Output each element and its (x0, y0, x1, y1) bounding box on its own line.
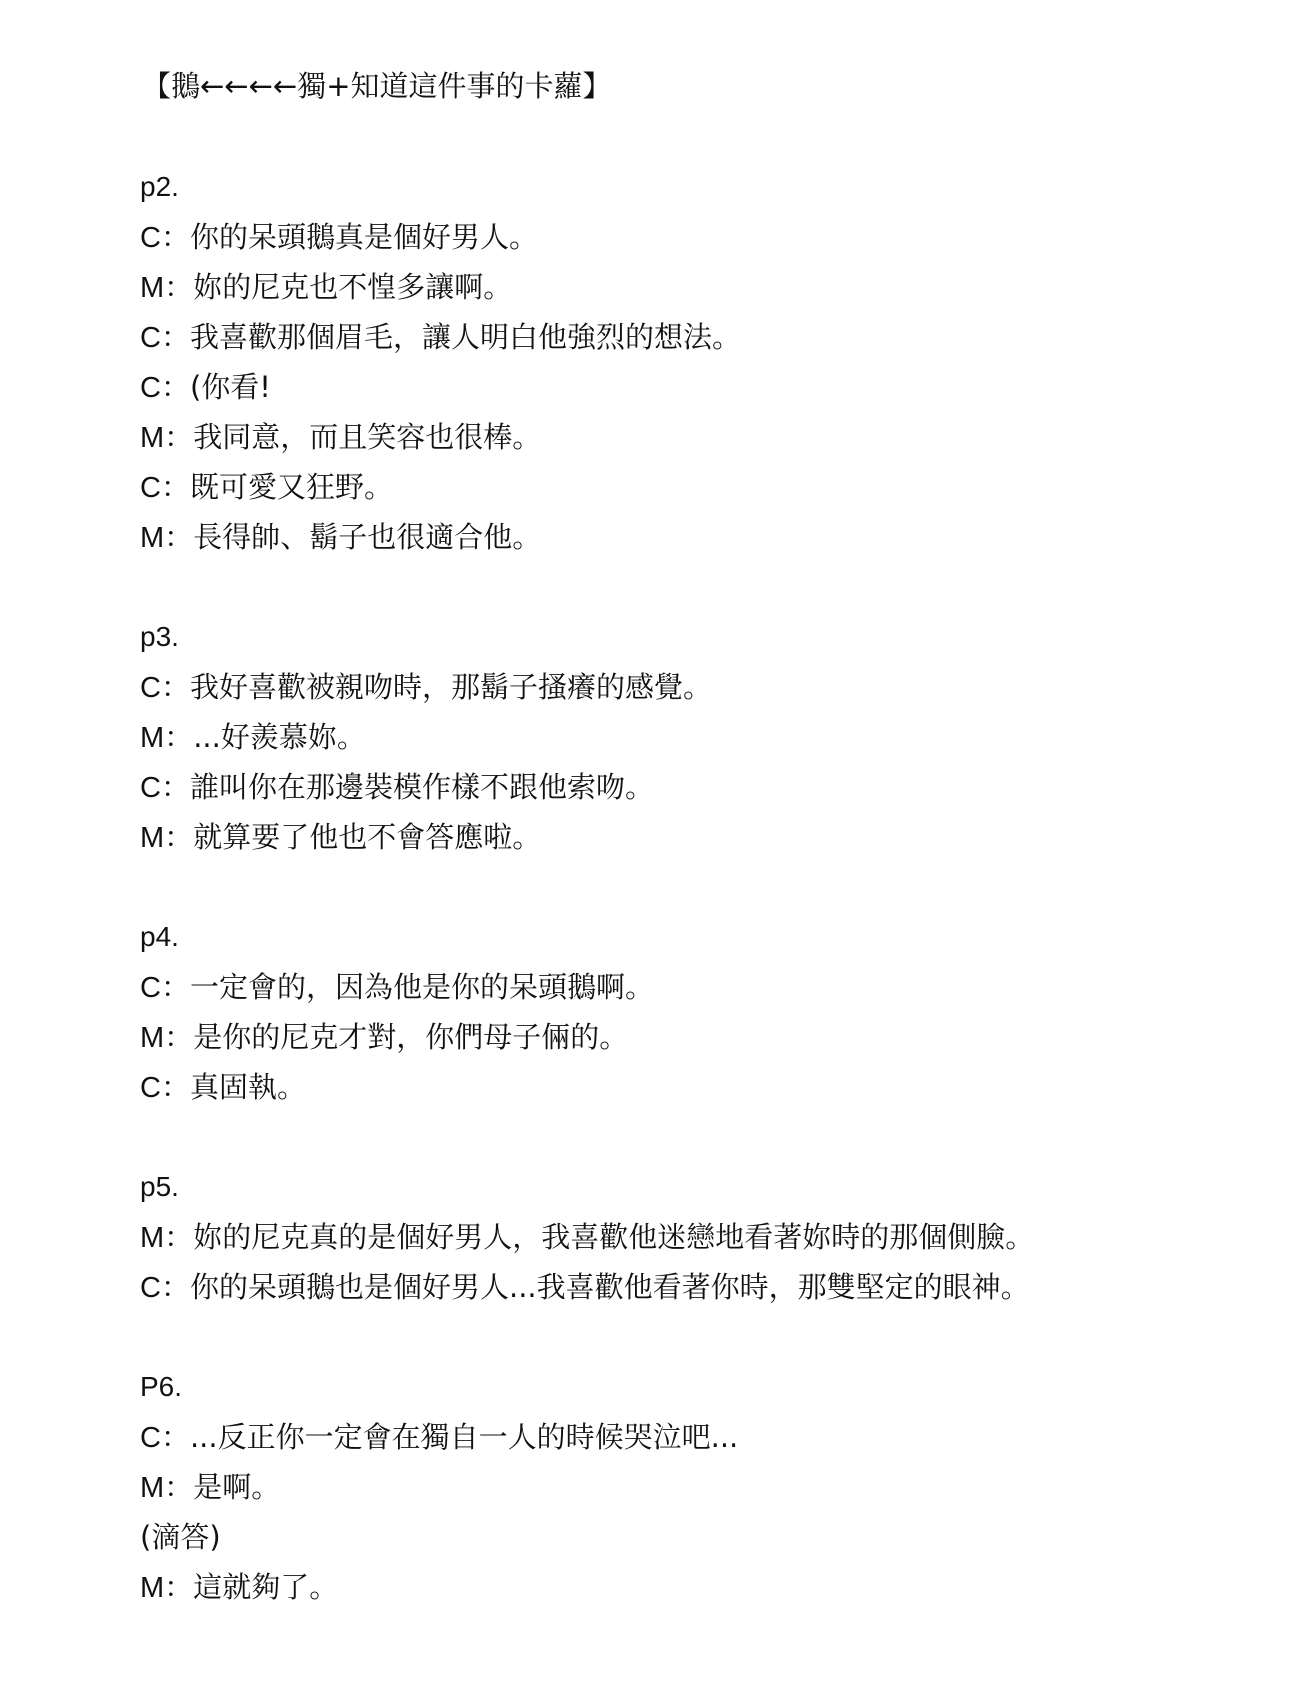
separator: ： (160, 320, 190, 354)
separator: ： (160, 1270, 190, 1304)
section-p3 (140, 612, 1280, 862)
section-p5 (140, 1162, 1280, 1312)
dialogue-line (140, 212, 1280, 262)
separator: ： (160, 220, 190, 254)
line-text: ...反正你一定會在獨自一人的時候哭泣吧... (189, 1420, 739, 1454)
section-label: p3. (140, 621, 179, 652)
dialogue-line (140, 312, 1280, 362)
dialogue-line (140, 1412, 1280, 1462)
stage-direction-line (140, 1512, 1280, 1562)
dialogue-line (140, 1562, 1280, 1612)
speaker: C (140, 1422, 161, 1454)
speaker: C (140, 322, 161, 354)
speaker: C (140, 372, 161, 404)
speaker: M (140, 522, 165, 554)
dialogue-line (140, 1012, 1280, 1062)
separator: ： (164, 820, 194, 854)
dialogue-line (140, 262, 1280, 312)
speaker: C (140, 222, 161, 254)
line-text: 既可愛又狂野。 (189, 470, 393, 504)
separator: ： (160, 470, 190, 504)
separator: ： (160, 970, 190, 1004)
separator: ： (164, 720, 194, 754)
separator: ： (164, 420, 194, 454)
speaker: C (140, 672, 161, 704)
speaker: C (140, 772, 161, 804)
dialogue-line (140, 1062, 1280, 1112)
line-text: 一定會的，因為他是你的呆頭鵝啊。 (189, 970, 654, 1004)
speaker: M (140, 1472, 165, 1504)
dialogue-line (140, 412, 1280, 462)
speaker: M (140, 422, 165, 454)
document-title: 【鵝←←←←獨+知道這件事的卡蘿】 (142, 69, 612, 103)
separator: ： (164, 1220, 194, 1254)
dialogue-line (140, 1262, 1280, 1312)
speaker: M (140, 722, 165, 754)
dialogue-line (140, 462, 1280, 512)
separator: ： (164, 1570, 194, 1604)
separator: ： (164, 1020, 194, 1054)
speaker: C (140, 1272, 161, 1304)
dialogue-line (140, 1462, 1280, 1512)
separator: ： (160, 370, 190, 404)
section-label: p4. (140, 921, 179, 952)
speaker: C (140, 972, 161, 1004)
section-p2 (140, 162, 1280, 562)
line-text: 你的呆頭鵝也是個好男人...我喜歡他看著你時，那雙堅定的眼神。 (189, 1270, 1030, 1304)
speaker: M (140, 1022, 165, 1054)
separator: ： (160, 670, 190, 704)
section-p6 (140, 1362, 1280, 1612)
dialogue-line (140, 762, 1280, 812)
line-text: 誰叫你在那邊裝模作樣不跟他索吻。 (189, 770, 654, 804)
line-text: (滴答) (140, 1520, 221, 1554)
speaker: M (140, 1222, 165, 1254)
line-text: 妳的尼克也不惶多讓啊。 (193, 270, 513, 304)
dialogue-line (140, 712, 1280, 762)
line-text: 我好喜歡被親吻時，那鬍子搔癢的感覺。 (189, 670, 712, 704)
dialogue-line (140, 812, 1280, 862)
line-text: (你看! (189, 370, 271, 404)
line-text: 是你的尼克才對，你們母子倆的。 (193, 1020, 629, 1054)
line-text: 我喜歡那個眉毛，讓人明白他強烈的想法。 (189, 320, 741, 354)
line-text: 是啊。 (193, 1470, 281, 1504)
separator: ： (160, 1420, 190, 1454)
line-text: ...好羨慕妳。 (193, 720, 366, 754)
section-p4 (140, 912, 1280, 1112)
speaker: C (140, 1072, 161, 1104)
dialogue-line (140, 512, 1280, 562)
separator: ： (164, 270, 194, 304)
separator: ： (160, 1070, 190, 1104)
separator: ： (164, 1470, 194, 1504)
speaker: C (140, 472, 161, 504)
speaker: M (140, 272, 165, 304)
line-text: 真固執。 (189, 1070, 306, 1104)
section-label: p5. (140, 1171, 179, 1202)
section-label: P6. (140, 1371, 183, 1402)
section-label: p2. (140, 171, 179, 202)
speaker: M (140, 1572, 165, 1604)
line-text: 就算要了他也不會答應啦。 (193, 820, 542, 854)
line-text: 妳的尼克真的是個好男人，我喜歡他迷戀地看著妳時的那個側臉。 (193, 1220, 1035, 1254)
dialogue-line (140, 962, 1280, 1012)
dialogue-line (140, 1212, 1280, 1262)
dialogue-line (140, 662, 1280, 712)
line-text: 這就夠了。 (193, 1570, 339, 1604)
line-text: 長得帥、鬍子也很適合他。 (193, 520, 542, 554)
line-text: 你的呆頭鵝真是個好男人。 (189, 220, 538, 254)
separator: ： (164, 520, 194, 554)
dialogue-line (140, 362, 1280, 412)
line-text: 我同意，而且笑容也很棒。 (193, 420, 542, 454)
separator: ： (160, 770, 190, 804)
speaker: M (140, 822, 165, 854)
